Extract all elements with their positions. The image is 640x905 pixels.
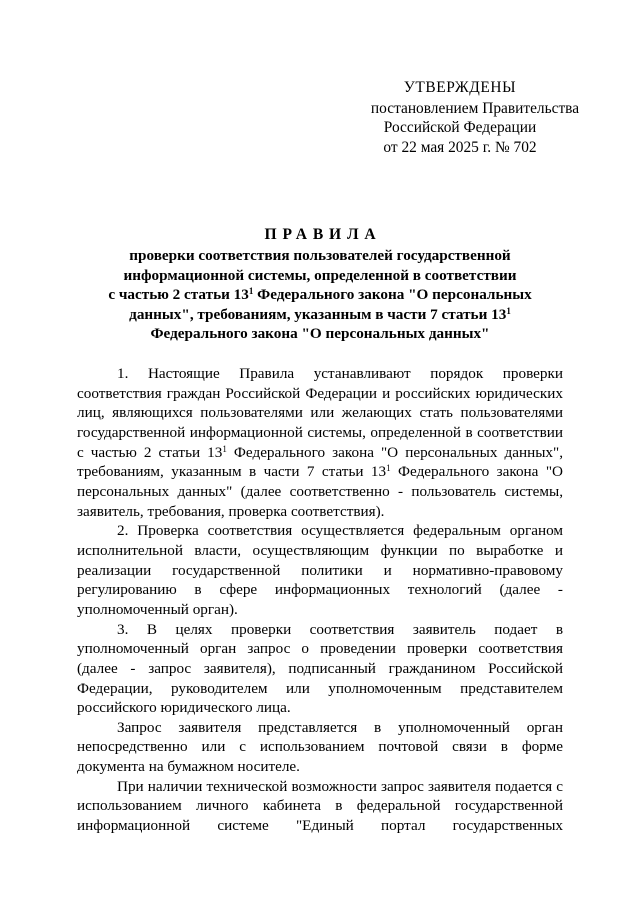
subtitle-line: данных", требованиям, указанным в части 7 статьи $13^1$: [129, 305, 511, 323]
approval-line: от 22 мая 2025 г. № 702: [383, 138, 537, 156]
approval-block: [340, 78, 580, 157]
subtitle-line: с частью 2 статьи $13^1$ Федерального закона "О персональных: [108, 286, 532, 304]
document-title: ПРАВИЛА: [264, 226, 382, 243]
approval-heading: УТВЕРЖДЕНЫ: [403, 79, 517, 96]
document-body: [77, 364, 563, 836]
paragraph-1: 1. Настоящие Правила устанавливают порядок проверки соответствия граждан Российской Федерации и российских юридических лиц, являющихся пользователями или желающих стать пользователями государственной информационной системы, определенной в соответствии с частью 2 статьи $13^1$ Федерального закона "О персональных данных", требованиям, указанным в части 7 статьи $13^1$ Федерального закона "О персональных данных" (далее соответственно - пользователь системы, заявитель, требования, проверка соответствия).: [77, 365, 564, 520]
paragraph-3: 3. В целях проверки соответствия заявитель подает в уполномоченный орган запрос о проведении проверки соответствия (далее - запрос заявителя), подписанный гражданином Российской Федерации, руководителем или уполномоченным представителем российского юридического лица.: [77, 620, 563, 717]
subtitle-line: проверки соответствия пользователей государственной: [129, 247, 511, 264]
paragraph-2: 2. Проверка соответствия осуществляется федеральным органом исполнительной власти, осуществляющим функции по выработке и реализации государственной политики и нормативно-правовому регулированию в сфере информационных технологий (далее - уполномоченный орган).: [77, 522, 563, 618]
approval-line: постановлением Правительства: [370, 99, 580, 117]
document-subtitle: [95, 246, 545, 344]
subtitle-line: информационной системы, определенной в соответствии: [123, 266, 517, 284]
subtitle-line: Федерального закона "О персональных данных": [150, 325, 490, 343]
paragraph-5: При наличии технической возможности запрос заявителя подается с использованием личного кабинета в федеральной государственной информационной системе "Единый портал государственных: [77, 777, 563, 835]
approval-line: Российской Федерации: [383, 119, 537, 136]
paragraph-4: Запрос заявителя представляется в уполномоченный орган непосредственно или с использованием почтовой связи в форме документа на бумажном носителе.: [77, 718, 563, 776]
